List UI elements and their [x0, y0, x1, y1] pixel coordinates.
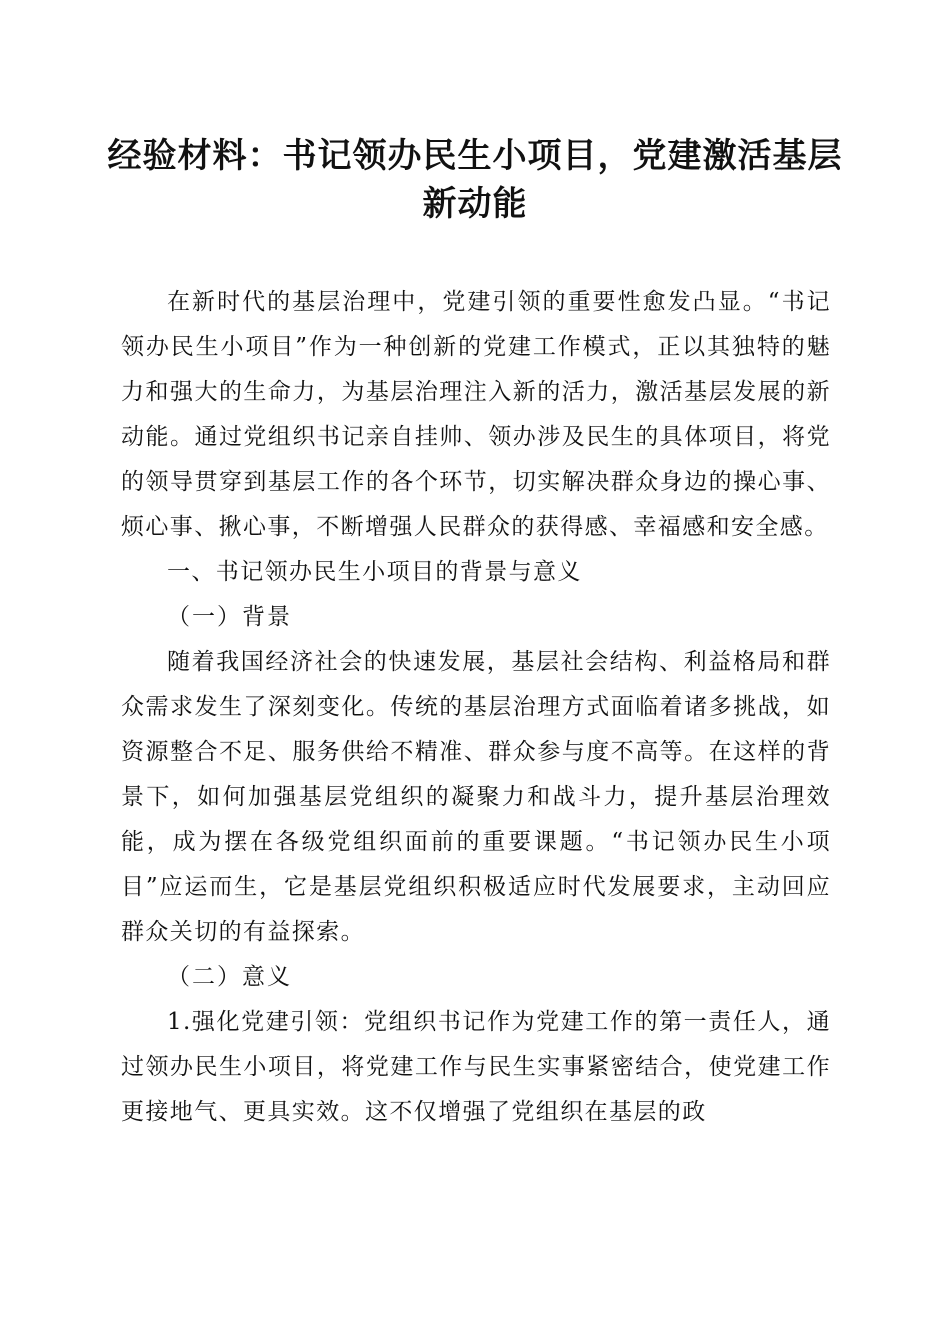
document-body	[121, 280, 831, 1135]
document-title: 经验材料：书记领办民生小项目，党建激活基层新动能	[107, 136, 843, 224]
section-heading-1: 一、书记领办民生小项目的背景与意义	[167, 559, 582, 585]
significance-paragraph-1: 1.强化党建引领：党组织书记作为党建工作的第一责任人，通过领办民生小项目，将党建工作与民生实事紧密结合，使党建工作更接地气、更具实效。这不仅增强了党组织在基层的政	[121, 1009, 831, 1125]
background-paragraph: 随着我国经济社会的快速发展，基层社会结构、利益格局和群众需求发生了深刻变化。传统的基层治理方式面临着诸多挑战，如资源整合不足、服务供给不精准、群众参与度不高等。在这样的背景下，如何加强基层党组织的凝聚力和战斗力，提升基层治理效能，成为摆在各级党组织面前的重要课题。“书记领办民生小项目”应运而生，它是基层党组织积极适应时代发展要求，主动回应群众关切的有益探索。	[121, 649, 831, 945]
subsection-heading-significance: （二）意义	[167, 964, 292, 990]
subsection-heading-background: （一）背景	[167, 604, 292, 630]
intro-paragraph: 在新时代的基层治理中，党建引领的重要性愈发凸显。“书记领办民生小项目”作为一种创新的党建工作模式，正以其独特的魅力和强大的生命力，为基层治理注入新的活力，激活基层发展的新动能。通过党组织书记亲自挂帅、领办涉及民生的具体项目，将党的领导贯穿到基层工作的各个环节，切实解决群众身边的操心事、烦心事、揪心事，不断增强人民群众的获得感、幸福感和安全感。	[121, 289, 831, 540]
